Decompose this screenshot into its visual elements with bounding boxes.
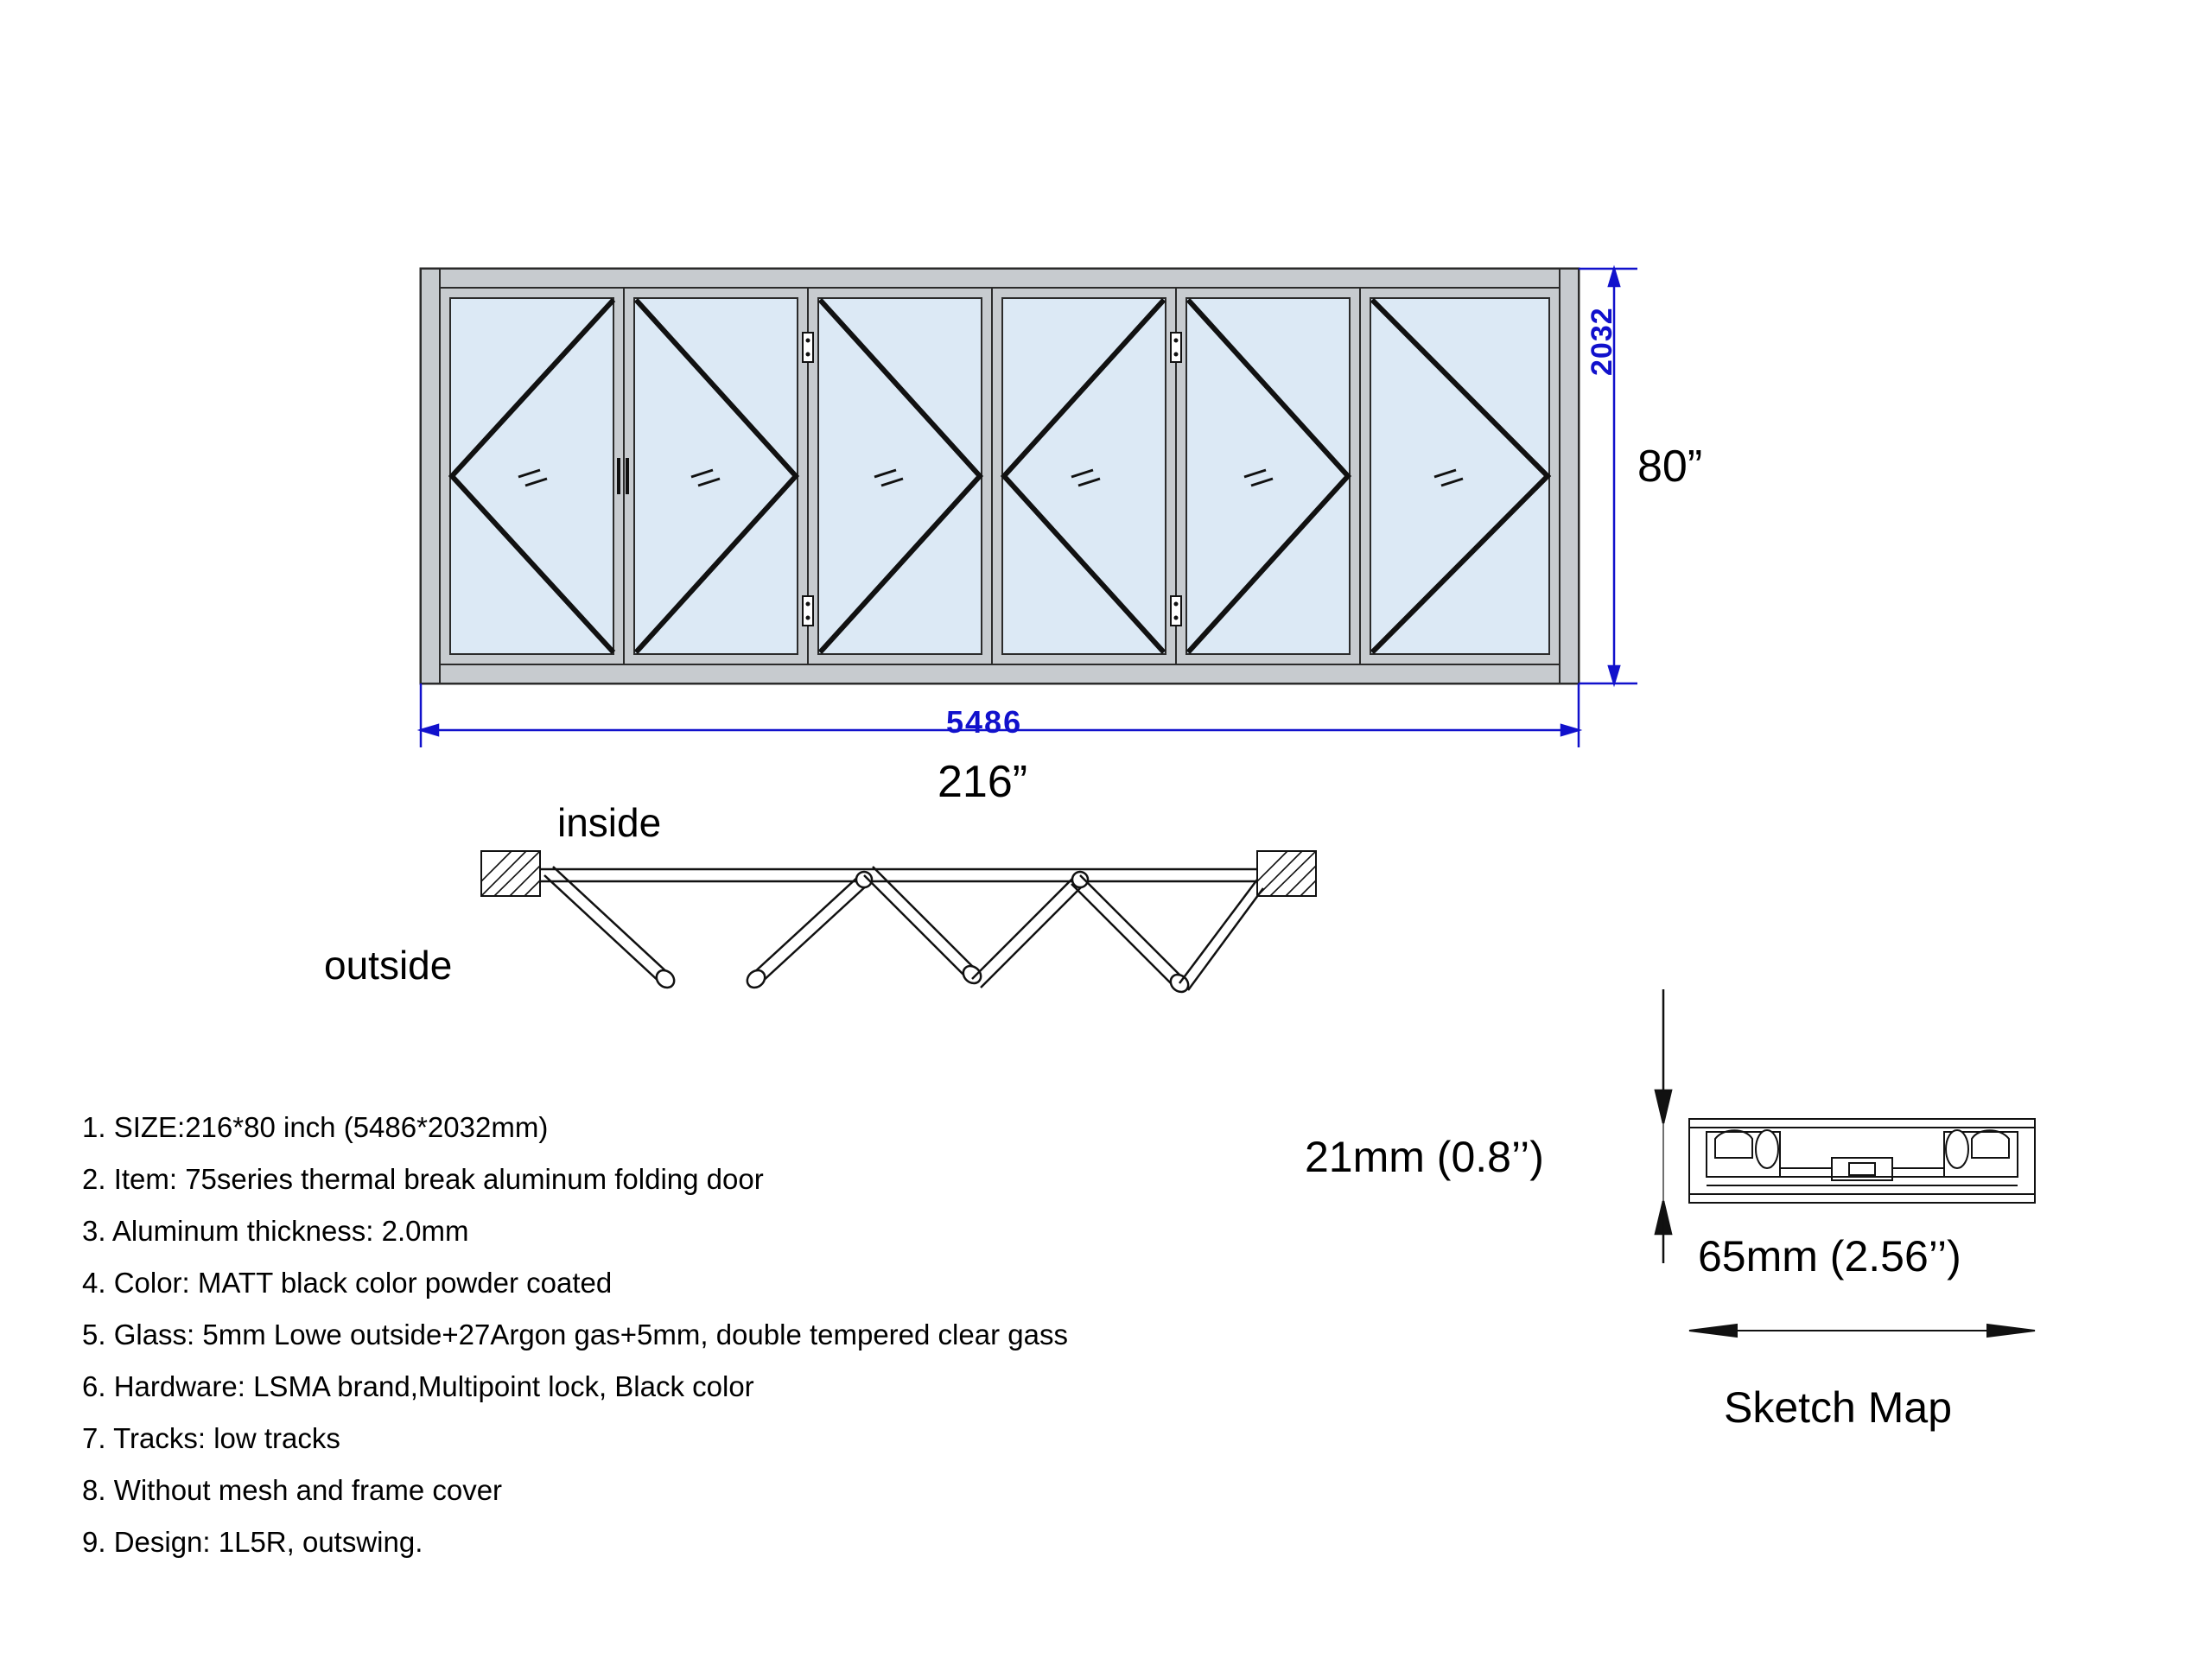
profile-height-dim	[1656, 989, 1671, 1263]
spec-item-7: 7. Tracks: low tracks	[82, 1422, 340, 1454]
dimension-width-mm: 5486	[946, 704, 1023, 740]
profile-width-dim	[1689, 1325, 2035, 1337]
door-leaf-5	[1171, 288, 1360, 664]
dimension-height-mm: 2032	[1586, 307, 1618, 376]
plan-folded-leaves	[544, 867, 1263, 995]
spec-item-8: 8. Without mesh and frame cover	[82, 1474, 503, 1506]
spec-item-1: 1. SIZE:216*80 inch (5486*2032mm)	[82, 1111, 549, 1143]
spec-item-5: 5. Glass: 5mm Lowe outside+27Argon gas+5mm, double tempered clear gass	[82, 1319, 1068, 1350]
spec-item-4: 4. Color: MATT black color powder coated	[82, 1267, 613, 1299]
label-outside: outside	[324, 943, 453, 988]
arrow-left	[421, 725, 438, 735]
profile-section	[1689, 1119, 2035, 1203]
spec-item-9: 9. Design: 1L5R, outswing.	[82, 1526, 423, 1558]
dimension-height-inch: 80”	[1637, 442, 1703, 492]
specification-list	[82, 1102, 1378, 1568]
sketch-map-title: Sketch Map	[1724, 1383, 1953, 1432]
arrow-down	[1609, 666, 1619, 683]
door-leaf-3	[803, 288, 992, 664]
door-leaf-4	[992, 288, 1176, 664]
arrow-right	[1561, 725, 1579, 735]
arrow-up	[1609, 269, 1619, 286]
hinge-icon-3	[1171, 333, 1181, 362]
plan-leaf-pair-3	[972, 872, 1192, 995]
plan-leaf-pair-2	[744, 867, 984, 991]
wall-right	[1257, 851, 1316, 896]
hinge-icon-4	[1171, 596, 1181, 626]
spec-item-6: 6. Hardware: LSMA brand,Multipoint lock, Black color	[82, 1370, 754, 1402]
plan-leaf-1	[544, 867, 677, 991]
spec-item-3: 3. Aluminum thickness: 2.0mm	[82, 1215, 469, 1247]
hinge-icon-1	[803, 333, 813, 362]
dimension-profile-depth: 21mm (0.8’’)	[1305, 1133, 1544, 1181]
sketch-map-profile	[1656, 989, 2035, 1337]
dimension-profile-width: 65mm (2.56’’)	[1698, 1232, 1961, 1281]
wall-left	[481, 851, 540, 896]
plan-view	[481, 851, 1316, 995]
dimension-width-inch: 216”	[938, 757, 1028, 807]
door-leaves	[440, 288, 1560, 664]
door-leaf-2	[619, 288, 808, 664]
plan-track	[540, 869, 1257, 881]
label-inside: inside	[557, 800, 662, 845]
spec-item-2: 2. Item: 75series thermal break aluminum folding door	[82, 1163, 764, 1195]
plan-leaf-6	[1179, 880, 1263, 990]
door-leaf-1	[440, 288, 624, 664]
door-leaf-6	[1360, 288, 1560, 664]
hinge-icon-2	[803, 596, 813, 626]
